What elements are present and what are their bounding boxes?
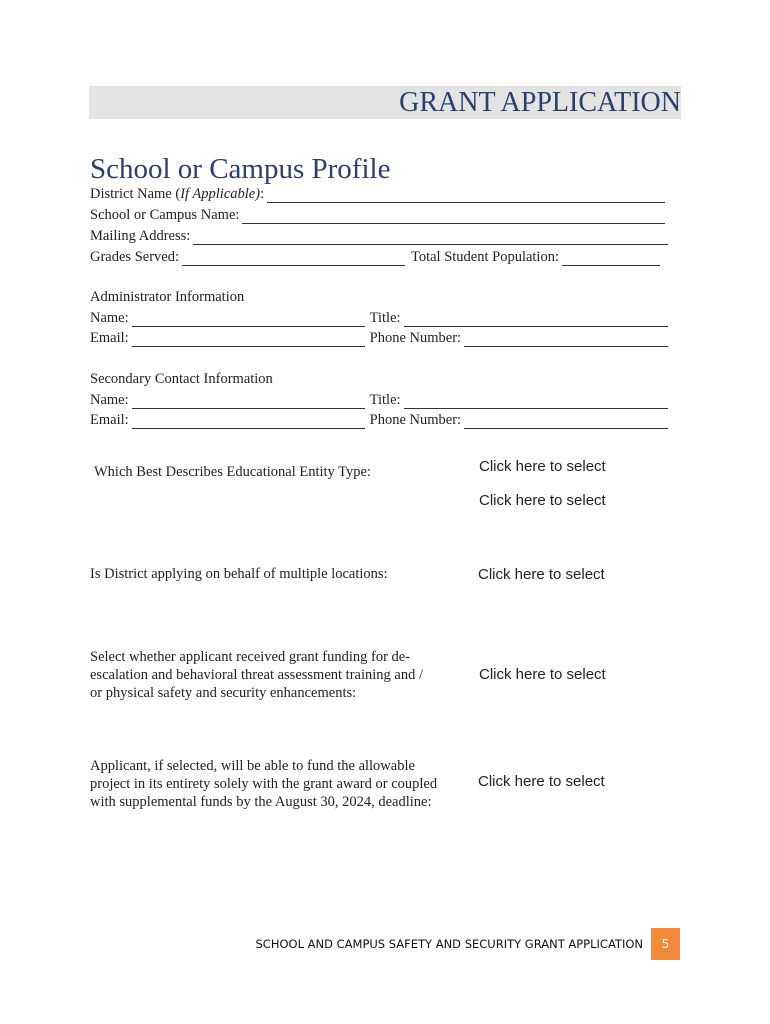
- entity-type-select-2[interactable]: Click here to select: [479, 492, 606, 509]
- page-number-badge: 5: [651, 928, 680, 960]
- admin-title-field[interactable]: [404, 312, 668, 327]
- admin-email-row: [90, 329, 668, 347]
- district-name-row: [90, 185, 665, 203]
- secondary-name-label: Name:: [90, 392, 129, 408]
- admin-phone-label: Phone Number:: [369, 330, 462, 346]
- district-name-field[interactable]: [267, 188, 665, 203]
- document-title: GRANT APPLICATION: [399, 87, 681, 118]
- admin-email-field[interactable]: [132, 332, 365, 347]
- prior-funding-select[interactable]: Click here to select: [479, 666, 606, 683]
- secondary-phone-label: Phone Number:: [369, 412, 462, 428]
- title-banner: [89, 86, 681, 119]
- grades-served-label: Grades Served:: [90, 249, 179, 265]
- school-name-field[interactable]: [242, 209, 665, 224]
- mailing-address-label: Mailing Address:: [90, 228, 191, 244]
- admin-name-field[interactable]: [132, 312, 365, 327]
- entity-type-select-1[interactable]: Click here to select: [479, 458, 606, 475]
- total-population-field[interactable]: [562, 251, 660, 266]
- multiple-locations-select[interactable]: Click here to select: [478, 566, 605, 583]
- grades-row: [90, 248, 660, 266]
- entity-type-question: Which Best Describes Educational Entity Type:: [94, 464, 371, 480]
- admin-phone-field[interactable]: [464, 332, 668, 347]
- multiple-locations-question: Is District applying on behalf of multiple locations:: [90, 566, 388, 582]
- administrator-heading: Administrator Information: [90, 289, 245, 305]
- admin-name-row: [90, 309, 668, 327]
- secondary-name-row: [90, 391, 668, 409]
- secondary-email-row: [90, 411, 668, 429]
- footer-title: SCHOOL AND CAMPUS SAFETY AND SECURITY GRANT APPLICATION: [255, 937, 643, 951]
- secondary-name-field[interactable]: [132, 394, 365, 409]
- fund-entirety-select[interactable]: Click here to select: [478, 773, 605, 790]
- secondary-email-label: Email:: [90, 412, 129, 428]
- total-population-label: Total Student Population:: [410, 249, 559, 265]
- section-heading: School or Campus Profile: [90, 153, 391, 185]
- secondary-phone-field[interactable]: [464, 414, 668, 429]
- admin-title-label: Title:: [369, 310, 401, 326]
- mailing-address-row: [90, 227, 668, 245]
- secondary-email-field[interactable]: [132, 414, 365, 429]
- school-name-label: School or Campus Name:: [90, 207, 240, 223]
- secondary-title-label: Title:: [369, 392, 401, 408]
- prior-funding-question: Select whether applicant received grant funding for de-escalation and behavioral threat assessment training and / or physical safety and security enhancements:: [90, 649, 423, 701]
- admin-name-label: Name:: [90, 310, 129, 326]
- secondary-contact-heading: Secondary Contact Information: [90, 371, 273, 387]
- admin-email-label: Email:: [90, 330, 129, 346]
- school-name-row: [90, 206, 665, 224]
- mailing-address-field[interactable]: [193, 230, 668, 245]
- secondary-title-field[interactable]: [404, 394, 668, 409]
- fund-entirety-question: Applicant, if selected, will be able to fund the allowable project in its entirety solely with the grant award or coupled with supplemental funds by the August 30, 2024, deadline:: [90, 758, 438, 810]
- grades-served-field[interactable]: [182, 251, 405, 266]
- district-name-label: District Name (If Applicable):: [90, 186, 265, 202]
